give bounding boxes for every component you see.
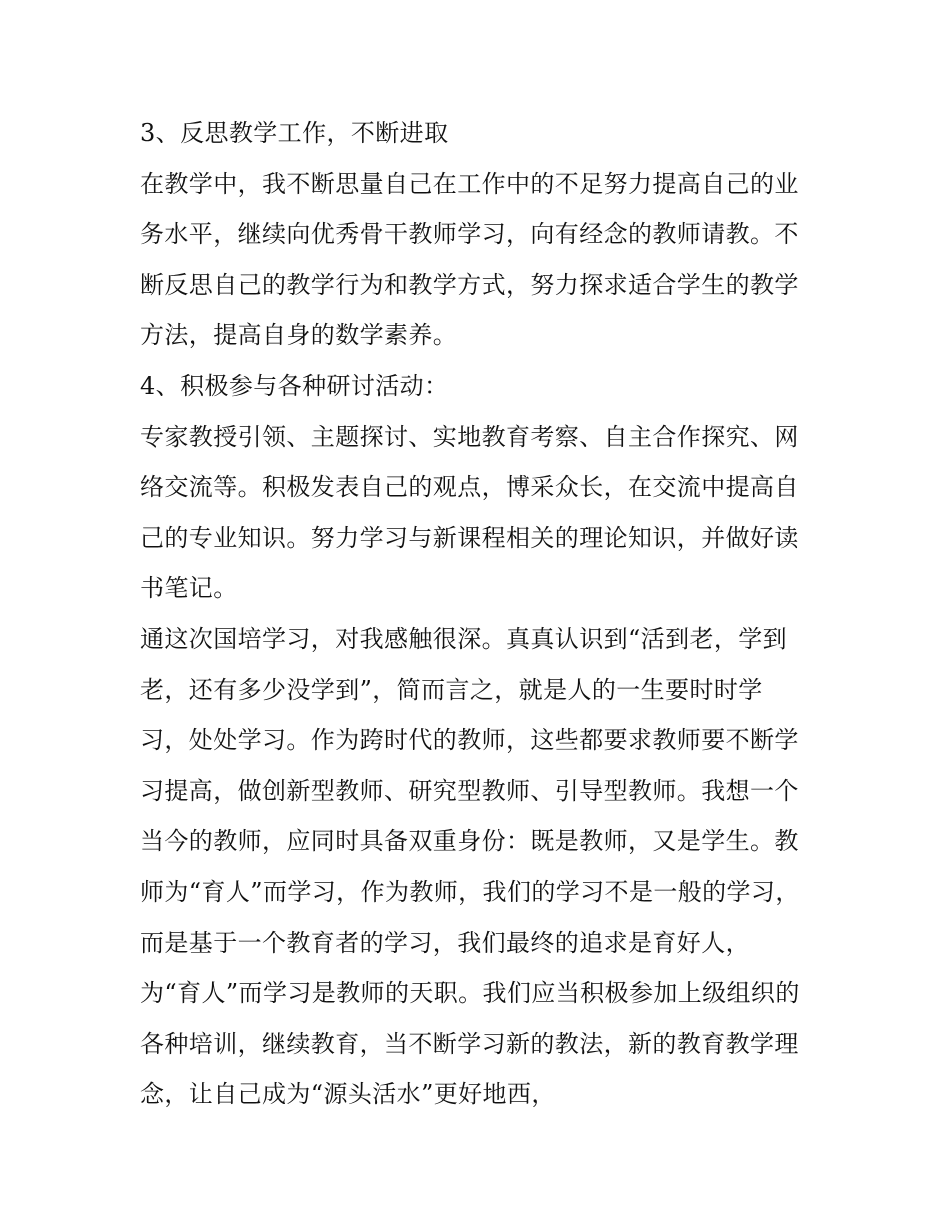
paragraph-line: 方法，提高自身的数学素养。 (140, 321, 458, 350)
paragraph-line: 各种培训，继续教育，当不断学习新的教法，新的教育教学理 (140, 1029, 799, 1058)
section-heading-reflect: 3、反思教学工作，不断进取 (140, 119, 449, 147)
paragraph-line: 而是基于一个教育者的学习，我们最终的追求是育好人， (140, 928, 750, 957)
paragraph-line: 在教学中，我不断思量自己在工作中的不足努力提高自己的业 (140, 169, 799, 198)
section-heading-activities: 4、积极参与各种研讨活动： (140, 371, 449, 400)
paragraph-line: 习提高，做创新型教师、研究型教师、引导型教师。我想一个 (140, 776, 799, 805)
paragraph-line: 为“育人”而学习是教师的天职。我们应当积极参加上级组织的 (140, 979, 800, 1008)
paragraph-line: 络交流等。积极发表自己的观点，博采众长，在交流中提高自 (140, 473, 799, 502)
document-body (140, 108, 820, 1120)
paragraph-line: 师为“育人”而学习，作为教师，我们的学习不是一般的学习， (140, 877, 800, 906)
paragraph-line: 习，处处学习。作为跨时代的教师，这些都要求教师要不断学 (140, 726, 799, 755)
paragraph-line: 专家教授引领、主题探讨、实地教育考察、自主合作探究、网 (140, 422, 799, 451)
paragraph-line: 老，还有多少没学到”，简而言之，就是人的一生要时时学 (140, 675, 763, 704)
paragraph-line: 通这次国培学习，对我感触很深。真真认识到“活到老，学到 (140, 624, 788, 653)
paragraph-line: 己的专业知识。努力学习与新课程相关的理论知识，并做好读 (140, 523, 799, 552)
paragraph-line: 务水平，继续向优秀骨干教师学习，向有经念的教师请教。不 (140, 220, 799, 249)
paragraph-line: 念，让自己成为“源头活水”更好地西， (140, 1080, 556, 1109)
paragraph-line: 当今的教师，应同时具备双重身份：既是教师，又是学生。教 (140, 827, 799, 856)
paragraph-line: 断反思自己的教学行为和教学方式，努力探求适合学生的教学 (140, 270, 799, 299)
paragraph-line: 书笔记。 (140, 574, 238, 603)
